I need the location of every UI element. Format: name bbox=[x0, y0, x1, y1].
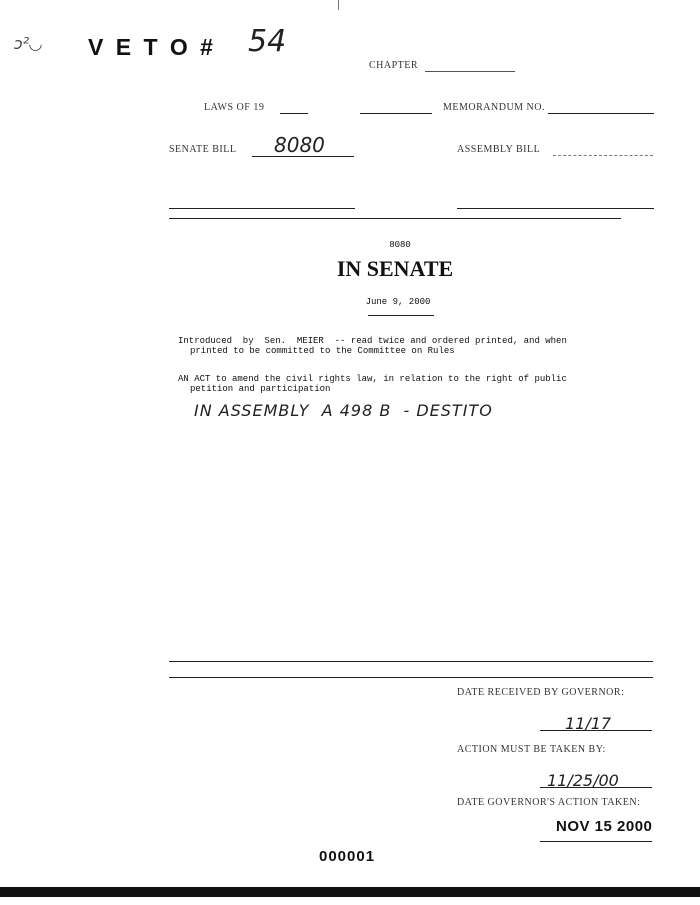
separator-left bbox=[169, 208, 355, 209]
corner-mark: ↄ²◡ bbox=[14, 34, 42, 53]
assembly-bill-label: ASSEMBLY BILL bbox=[457, 144, 541, 155]
action-taken-label: DATE GOVERNOR'S ACTION TAKEN: bbox=[457, 797, 641, 808]
senate-bill-value: 8080 bbox=[274, 133, 325, 157]
assembly-bill-line bbox=[553, 155, 653, 156]
action-by-value: 11/25/00 bbox=[547, 771, 619, 790]
action-taken-stamp: NOV 15 2000 bbox=[556, 818, 653, 835]
act-line-1: AN ACT to amend the civil rights law, in relation to the right of public bbox=[178, 374, 567, 384]
intro-line-2: printed to be committed to the Committee on Rules bbox=[190, 346, 455, 356]
scan-edge-bar bbox=[0, 887, 700, 897]
date-received-value: 11/17 bbox=[565, 714, 612, 733]
act-line-2: petition and participation bbox=[190, 384, 331, 394]
handwritten-assembly-note: IN ASSEMBLY A 498 B - DESTITO bbox=[194, 401, 493, 420]
bill-number: 8080 bbox=[389, 240, 411, 250]
chapter-label: CHAPTER bbox=[369, 60, 419, 71]
memorandum-label: MEMORANDUM NO. bbox=[443, 102, 546, 113]
veto-number: 54 bbox=[248, 24, 287, 59]
lower-separator-1 bbox=[169, 661, 653, 662]
top-tick bbox=[338, 0, 339, 10]
lower-separator-2 bbox=[169, 677, 653, 678]
separator-full bbox=[169, 218, 621, 219]
chamber-title: IN SENATE bbox=[336, 256, 454, 281]
action-taken-line bbox=[540, 841, 652, 842]
date-received-label: DATE RECEIVED BY GOVERNOR: bbox=[457, 687, 625, 698]
veto-label: V E T O # bbox=[88, 34, 216, 60]
chapter-line bbox=[425, 71, 515, 72]
action-by-label: ACTION MUST BE TAKEN BY: bbox=[457, 744, 606, 755]
page-number: 000001 bbox=[319, 848, 376, 865]
middle-line bbox=[360, 113, 432, 114]
bill-date: June 9, 2000 bbox=[365, 297, 431, 307]
memorandum-line bbox=[548, 113, 654, 114]
intro-line-1: Introduced by Sen. MEIER -- read twice and ordered printed, and when bbox=[178, 336, 567, 346]
laws-of-label: LAWS OF 19 bbox=[204, 102, 265, 113]
laws-of-line bbox=[280, 113, 308, 114]
date-underline bbox=[368, 315, 434, 316]
separator-right bbox=[457, 208, 654, 209]
senate-bill-label: SENATE BILL bbox=[169, 144, 237, 155]
